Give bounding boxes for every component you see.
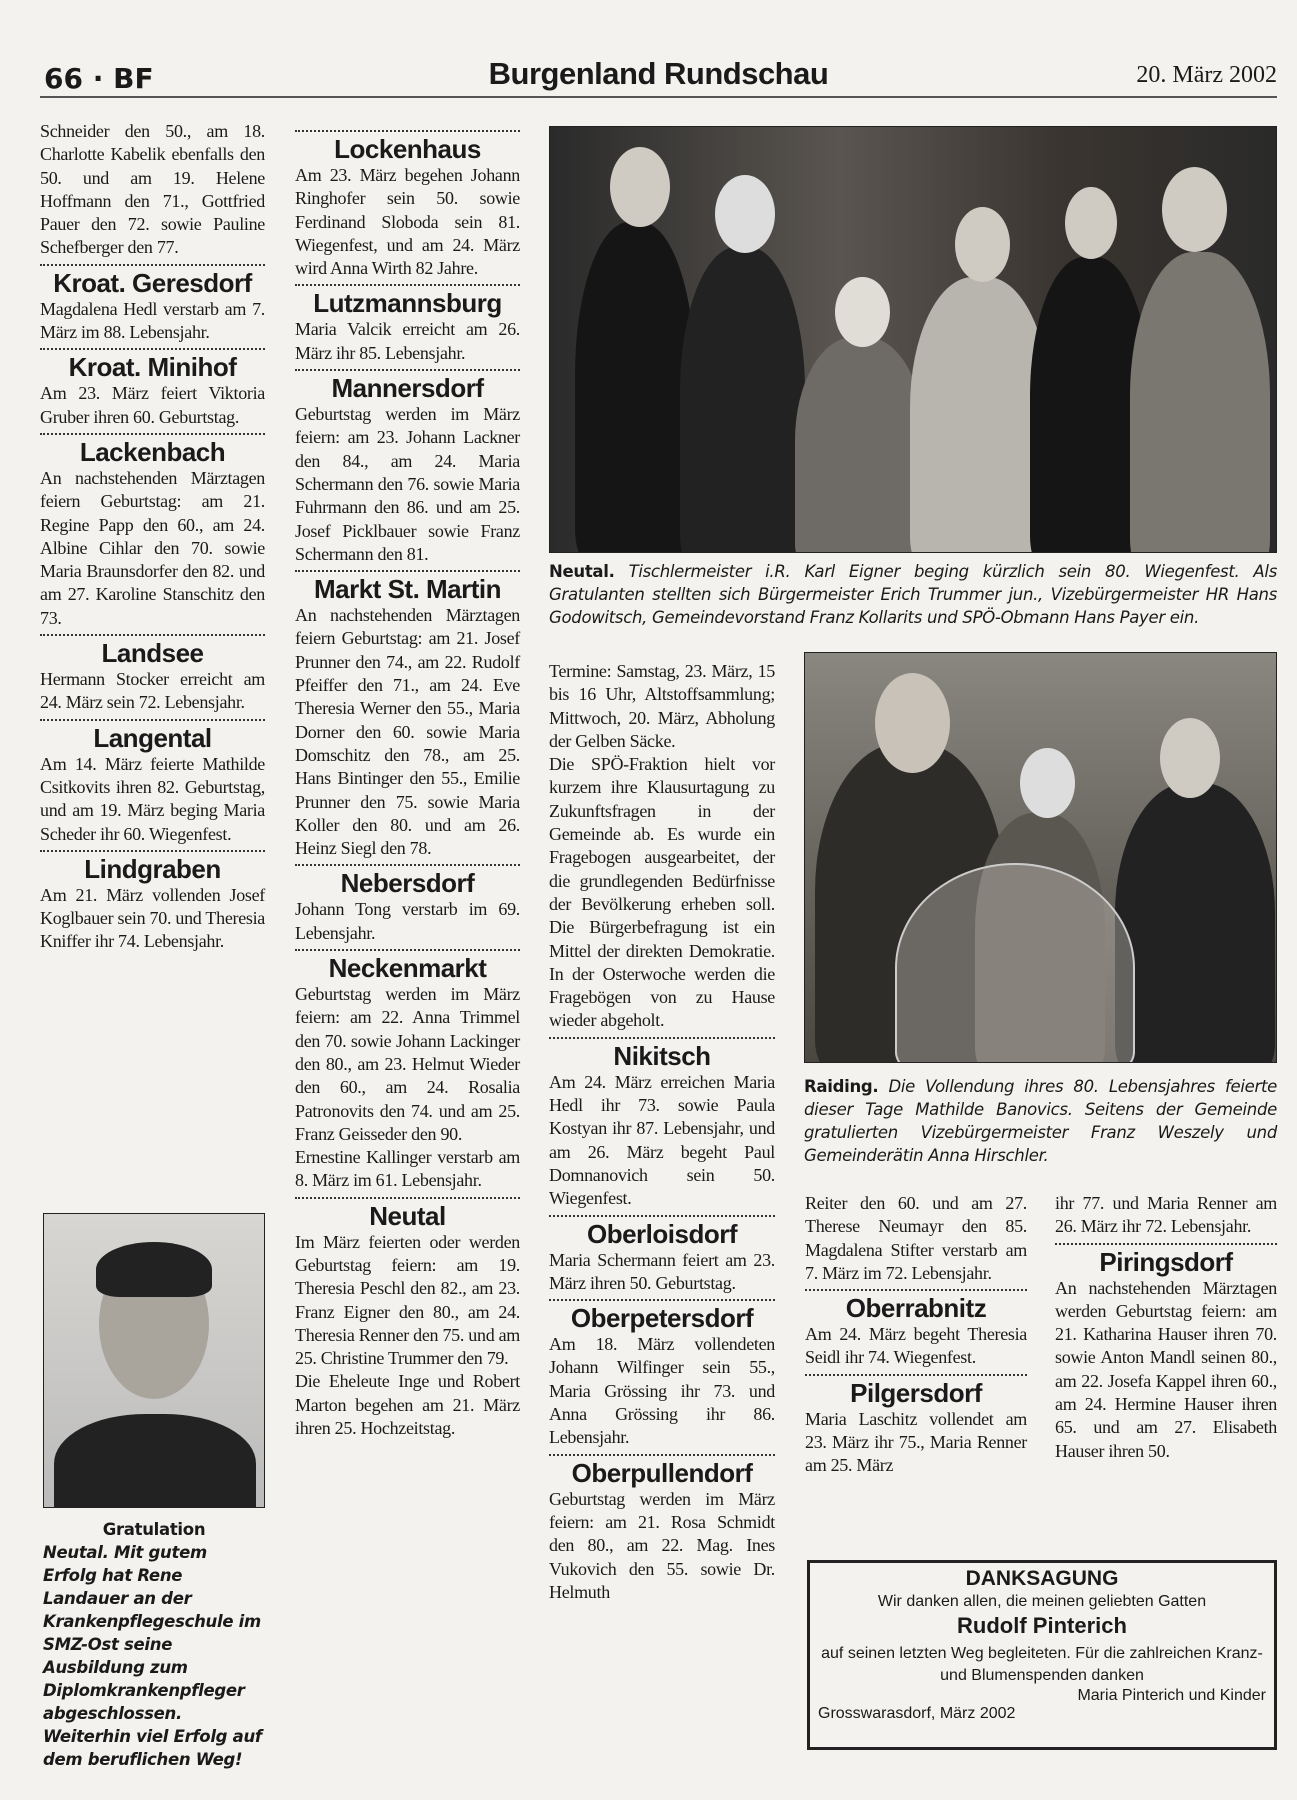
article-text: Geburtstag werden im März feiern: am 23. Johann Lackner den 84., am 24. Maria Schermann den 76. sowie Maria Fuhrmann den 86. und am 25. Josef Picklbauer sowie Franz Schermann den 81.: [295, 404, 520, 564]
notice-line: auf seinen letzten Weg begleiteten. Für die zahlreichen Kranz- und Blumenspenden danken: [821, 1645, 1263, 1684]
notice-title: DANKSAGUNG: [965, 1567, 1119, 1590]
article-text: Termine: Samstag, 23. März, 15 bis 16 Uhr, Altstoffsammlung; Mittwoch, 20. März, Abholung der Gelben Säcke.: [549, 661, 775, 751]
article-heading: Neckenmarkt: [295, 949, 520, 983]
article: [1055, 1192, 1277, 1239]
article-text: Am 23. März feiert Viktoria Gruber ihren 60. Geburtstag.: [40, 383, 265, 427]
portrait-caption: [43, 1518, 265, 1771]
photo2-caption: [804, 1075, 1277, 1167]
danksagung-notice: [807, 1560, 1277, 1750]
article-heading: Neutal: [295, 1197, 520, 1231]
article: [805, 1374, 1027, 1478]
article-text: Die SPÖ-Fraktion hielt vor kurzem ihre Klausurtagung zu Zukunftsfragen in der Gemeinde ab. Es wurde ein Fragebogen ausgearbeitet, der die grundlegenden Bedürfnisse der Bevölkerung erheben soll. Die Bürgerbefragung ist ein Mittel der direkten Demokratie. In der Osterwoche werden die Fragebögen von zu Hause wieder abgeholt.: [549, 754, 775, 1031]
article-text: Im März feierten oder werden Geburtstag feiern: am 19. Theresia Peschl den 82., am 23. Franz Eigner den 80., am 24. Theresia Renner den 75. und am 25. Christine Trummer den 79.: [295, 1231, 520, 1369]
article-text: Am 21. März vollenden Josef Koglbauer sein 70. und Theresia Kniffer ihr 74. Lebensjahr.: [40, 884, 265, 952]
notice-place-date: Grosswarasdorf, März 2002: [818, 1705, 1016, 1722]
caption-lead: Raiding.: [804, 1077, 879, 1096]
article-heading: Kroat. Minihof: [40, 348, 265, 382]
caption-lead: Neutal.: [549, 562, 615, 581]
column-2: [295, 126, 520, 1440]
article-heading: Lackenbach: [40, 433, 265, 467]
article-text: An nachstehenden Märztagen werden Geburtstag feiern: am 21. Katharina Hauser ihren 70. sowie Anton Mandl seinen 80., am 22. Josefa Kappel ihren 60., am 24. Hermine Hauser ihren 65. und am 27. Elisabeth Hauser ihren 50.: [1055, 1277, 1277, 1461]
notice-signature: Maria Pinterich und Kinder: [1077, 1687, 1266, 1704]
article-text: Geburtstag werden im März feiern: am 21. Rosa Schmidt den 80., am 22. Mag. Ines Vukovich den 55. sowie Dr. Helmuth: [549, 1488, 775, 1602]
article-text: Die Eheleute Inge und Robert Marton begehen am 21. März ihren 25. Hochzeitstag.: [295, 1371, 520, 1439]
article: [805, 1192, 1027, 1285]
caption-title: Gratulation: [102, 1520, 206, 1539]
article-text: Johann Tong verstarb im 69. Lebensjahr.: [295, 899, 520, 943]
article: [40, 264, 265, 345]
article-text: Maria Schermann feiert am 23. März ihren 50. Geburtstag.: [549, 1249, 775, 1293]
column-3: [549, 660, 775, 1604]
article: [549, 1454, 775, 1604]
article: [805, 1289, 1027, 1370]
notice-line: Wir danken allen, die meinen geliebten Gatten: [877, 1593, 1207, 1610]
photo1-caption: [549, 560, 1277, 629]
issue-date: 20. März 2002: [1136, 62, 1277, 88]
article-text: Am 24. März begeht Theresia Seidl ihr 74. Wiegenfest.: [805, 1324, 1027, 1368]
article-text: Maria Laschitz vollendet am 23. März ihr 75., Maria Renner am 25. März: [805, 1408, 1027, 1476]
article-text: Geburtstag werden im März feiern: am 22. Anna Trimmel den 70. sowie Johann Lackinger den 80., am 23. Helmut Wieder den 60., am 24. Rosalia Patronovits den 74. und am 25. Franz Geisseder den 90.: [295, 984, 520, 1144]
article: [295, 284, 520, 365]
article-heading: Lindgraben: [40, 850, 265, 884]
article-heading: Nebersdorf: [295, 864, 520, 898]
caption-text: Tischlermeister i.R. Karl Eigner beging kürzlich sein 80. Wiegenfest. Als Gratulanten stellten sich Bürgermeister Erich Trummer jun., Vizebürgermeister HR Hans Godowitsch, Gemeindevorstand Franz Kollarits und SPÖ-Obmann Hans Payer ein.: [549, 562, 1277, 627]
article-text: Am 14. März feierte Mathilde Csitkovits ihren 82. Geburtstag, und am 19. März beging Maria Scheder ihr 60. Wiegenfest.: [40, 753, 265, 844]
portrait-photo: [43, 1213, 265, 1508]
article: [549, 660, 775, 1033]
article-text: Maria Valcik erreicht am 26. März ihr 85. Lebensjahr.: [295, 319, 520, 363]
article-text: ihr 77. und Maria Renner am 26. März ihr 72. Lebensjahr.: [1055, 1193, 1277, 1237]
column-1: [40, 120, 265, 954]
article-heading: Nikitsch: [549, 1037, 775, 1071]
article: [295, 570, 520, 860]
article-text: Am 24. März erreichen Maria Hedl ihr 73. sowie Paula Kostyan ihr 87. Lebensjahr, und am 26. März begeht Paul Domnanovich sein 50. Wiegenfest.: [549, 1071, 775, 1209]
article-text: Schneider den 50., am 18. Charlotte Kabelik ebenfalls den 50. und am 19. Helene Hoffmann den 71., Gottfried Pauer den 72. sowie Pauline Schefberger den 77.: [40, 121, 265, 258]
column-4a: [805, 1192, 1027, 1478]
article: [295, 949, 520, 1193]
article-text: Ernestine Kallinger verstarb am 8. März im 61. Lebensjahr.: [295, 1147, 520, 1191]
article-heading: Landsee: [40, 634, 265, 668]
article: [40, 634, 265, 715]
caption-text: Neutal. Mit gutem Erfolg hat Rene Landauer an der Krankenpflegeschule im SMZ-Ost seine Ausbildung zum Diplomkrankenpfleger abgeschlossen. Weiterhin viel Erfolg auf dem beruflichen Weg!: [43, 1543, 262, 1769]
article-text: An nachstehenden Märztagen feiern Geburtstag: am 21. Regine Papp den 60., am 24. Albine Cihlar den 70. sowie Maria Braunsdorfer den 82. und am 27. Karoline Stanschitz den 73.: [40, 467, 265, 628]
page-number: 66 · BF: [44, 62, 154, 95]
article-heading: Lutzmannsburg: [295, 284, 520, 318]
article-heading: Oberpullendorf: [549, 1454, 775, 1488]
article-text: Am 23. März begehen Johann Ringhofer sein 50. sowie Ferdinand Sloboda sein 81. Wiegenfest, und am 24. März wird Anna Wirth 82 Jahre.: [295, 165, 520, 279]
article: [295, 864, 520, 945]
article-heading: Markt St. Martin: [295, 570, 520, 604]
article-text: An nachstehenden Märztagen feiern Geburtstag: am 21. Josef Prunner den 74., am 22. Rudolf Pfeiffer den 71., am 24. Eve Theresia Werner den 55., Maria Dorner den 60. sowie Maria Domschitz den 78., am 25. Hans Bintinger den 55., Emilie Prunner den 75. sowie Maria Koller den 80. und am 26. Heinz Siegl den 78.: [295, 605, 520, 859]
article-heading: Kroat. Geresdorf: [40, 264, 265, 298]
article-text: Magdalena Hedl verstarb am 7. März im 88. Lebensjahr.: [40, 298, 265, 343]
page-header: [40, 56, 1277, 98]
notice-name: Rudolf Pinterich: [957, 1613, 1127, 1638]
article-heading: Pilgersdorf: [805, 1374, 1027, 1408]
article: [549, 1037, 775, 1211]
newspaper-title: Burgenland Rundschau: [488, 56, 829, 91]
article-heading: Oberloisdorf: [549, 1215, 775, 1249]
article-heading: Piringsdorf: [1055, 1243, 1277, 1277]
article: [295, 130, 520, 280]
article-text: Hermann Stocker erreicht am 24. März sein 72. Lebensjahr.: [40, 669, 265, 713]
article: [40, 348, 265, 429]
article: [1055, 1243, 1277, 1463]
article: [40, 850, 265, 954]
article-heading: Lockenhaus: [295, 130, 520, 164]
article: [549, 1215, 775, 1296]
raiding-photo: [804, 652, 1277, 1063]
article: [40, 433, 265, 630]
article-heading: Langental: [40, 719, 265, 753]
article-heading: Oberrabnitz: [805, 1289, 1027, 1323]
article: [40, 120, 265, 260]
caption-text: Die Vollendung ihres 80. Lebensjahres feierte dieser Tage Mathilde Banovics. Seitens der Gemeinde gratulierten Vizebürgermeister Franz Weszely und Gemeinderätin Anna Hirschler.: [804, 1077, 1278, 1165]
article: [295, 369, 520, 566]
article: [549, 1299, 775, 1449]
article: [40, 719, 265, 846]
article: [295, 1197, 520, 1441]
article-text: Am 18. März vollendeten Johann Wilfinger sein 55., Maria Grössing ihr 73. und Anna Grössing ihr 86. Lebensjahr.: [549, 1334, 775, 1448]
article-text: Reiter den 60. und am 27. Therese Neumayr den 85. Magdalena Stifter verstarb am 7. März im 72. Lebensjahr.: [805, 1193, 1027, 1283]
group-photo: [549, 126, 1277, 553]
article-heading: Oberpetersdorf: [549, 1299, 775, 1333]
column-4b: [1055, 1192, 1277, 1463]
article-heading: Mannersdorf: [295, 369, 520, 403]
